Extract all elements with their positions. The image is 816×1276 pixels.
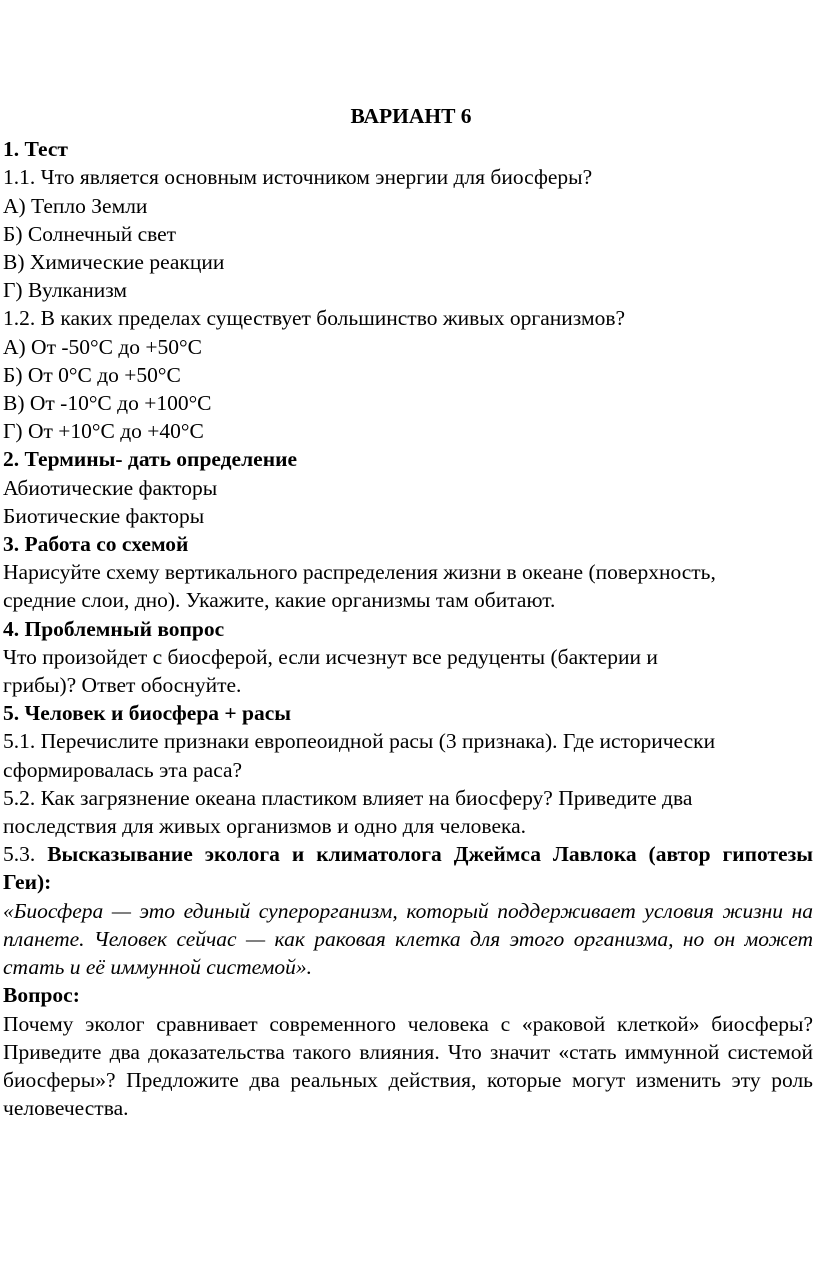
option-1-1-a: А) Тепло Земли: [3, 193, 148, 218]
question-5-2-line-2: последствия для живых организмов и одно для человека.: [3, 814, 527, 839]
question-5-1-line-1: 5.1. Перечислите признаки европеоидной расы (3 признака). Где исторически: [3, 729, 716, 754]
section-3-heading: 3. Работа со схемой: [3, 532, 189, 557]
question-5-3-number: 5.3.: [3, 842, 36, 867]
question-text: Почему эколог сравнивает современного человека с «раковой клеткой» биосферы? Приведите два доказательства такого влияния. Что значит «стать иммунной системой биосферы»? Предложите два реальных действия, которые могут изменить эту роль человечества.: [3, 1011, 813, 1121]
section-1-heading: 1. Тест: [3, 137, 68, 162]
term-biotic: Биотические факторы: [3, 503, 205, 528]
question-1-2: 1.2. В каких пределах существует большинство живых организмов?: [3, 306, 626, 331]
section-3-text-line-2: средние слои, дно). Укажите, какие организмы там обитают.: [3, 588, 556, 613]
section-4-heading: 4. Проблемный вопрос: [3, 616, 225, 641]
option-1-2-d: Г) От +10°С до +40°С: [3, 419, 204, 444]
section-4-text-line-2: грибы)? Ответ обоснуйте.: [3, 673, 242, 698]
question-5-3-title: Высказывание эколога и климатолога Джеймса Лавлока (автор гипотезы Геи):: [3, 842, 814, 895]
lovelock-quote: «Биосфера — это единый суперорганизм, который поддерживает условия жизни на планете. Человек сейчас — как раковая клетка для этого организма, но он может стать и её иммунной системой».: [3, 898, 813, 980]
section-5-heading: 5. Человек и биосфера + расы: [3, 701, 292, 726]
variant-title: ВАРИАНТ 6: [350, 104, 472, 128]
question-5-1-line-2: сформировалась эта раса?: [3, 757, 243, 782]
section-3-text-line-1: Нарисуйте схему вертикального распределения жизни в океане (поверхность,: [3, 560, 716, 585]
term-abiotic: Абиотические факторы: [3, 475, 218, 500]
option-1-1-c: В) Химические реакции: [3, 250, 225, 275]
option-1-2-a: А) От -50°С до +50°С: [3, 334, 202, 359]
section-4-text-line-1: Что произойдет с биосферой, если исчезнут все редуценты (бактерии и: [3, 644, 658, 669]
option-1-2-c: В) От -10°С до +100°С: [3, 391, 212, 416]
section-2-heading: 2. Термины- дать определение: [3, 447, 298, 472]
question-1-1: 1.1. Что является основным источником энергии для биосферы?: [3, 165, 593, 190]
question-5-2-line-1: 5.2. Как загрязнение океана пластиком влияет на биосферу? Приведите два: [3, 785, 693, 810]
option-1-1-d: Г) Вулканизм: [3, 278, 128, 303]
option-1-1-b: Б) Солнечный свет: [3, 221, 177, 246]
question-5-3-heading: [3, 840, 813, 896]
option-1-2-b: Б) От 0°С до +50°С: [3, 362, 181, 387]
question-label: Вопрос:: [3, 983, 80, 1008]
document-content: [3, 102, 813, 1122]
